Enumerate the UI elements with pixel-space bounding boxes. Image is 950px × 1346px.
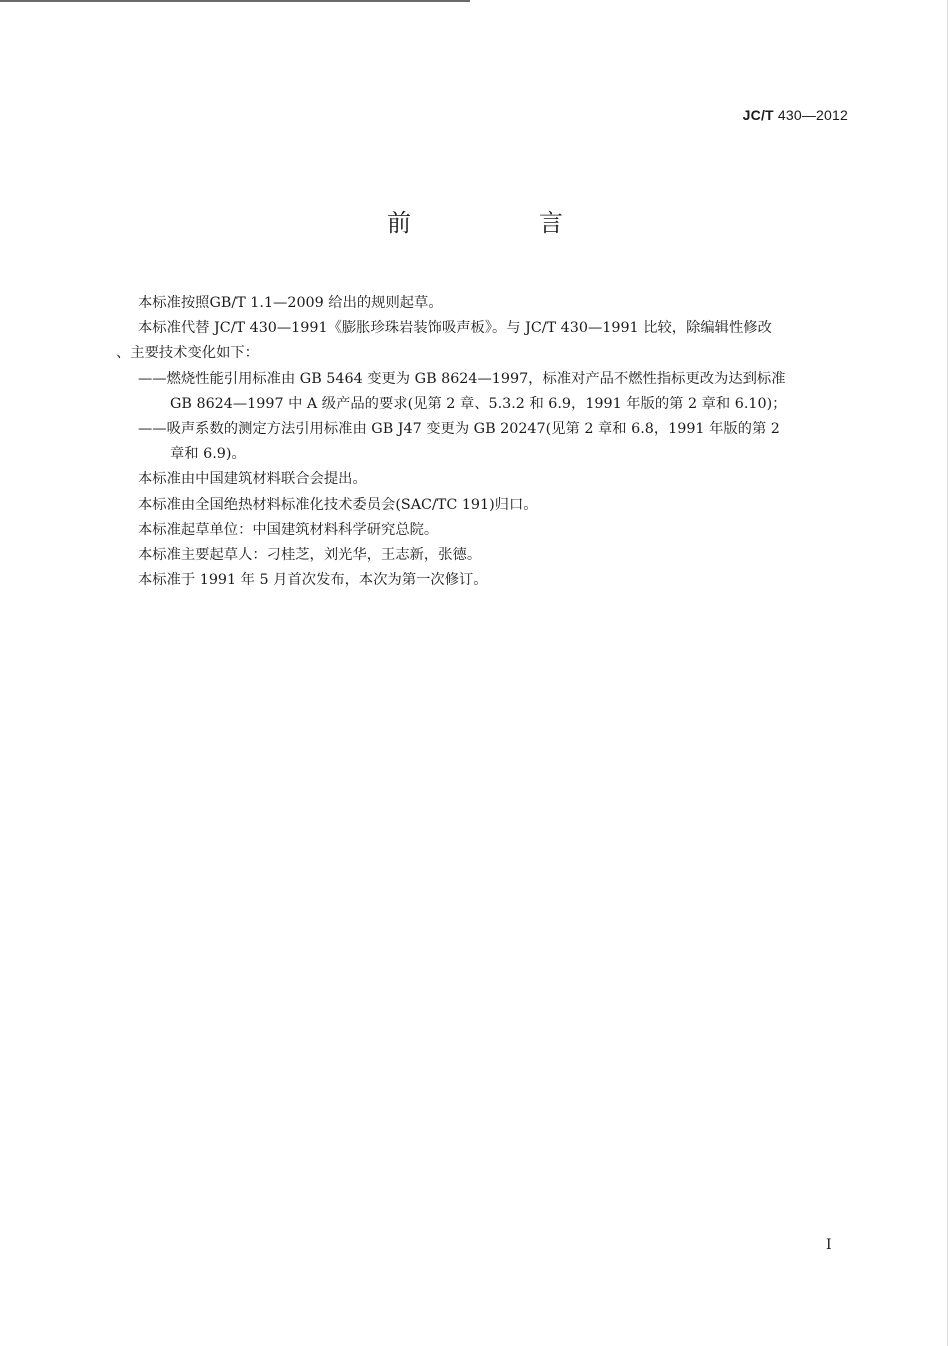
document-code-prefix: JC/T: [742, 107, 774, 123]
paragraph-drafting-unit: 本标准起草单位：中国建筑材料科学研究总院。: [138, 521, 439, 538]
foreword-body: [116, 291, 851, 593]
paragraph-drafters: 本标准主要起草人：刁桂芝，刘光华，王志新，张德。: [138, 546, 482, 563]
page-title: 前 言: [387, 209, 615, 237]
page-number: I: [826, 1237, 832, 1253]
scan-edge-top: [0, 0, 470, 2]
change-item-sound-absorption: ——吸声系数的测定方法引用标准由 GB J47 变更为 GB 20247(见第 2 章和 6.8，1991 年版的第 2: [138, 420, 780, 437]
paragraph-centralized-by: 本标准由全国绝热材料标准化技术委员会(SAC/TC 191)归口。: [138, 496, 538, 513]
paragraph-drafting-rules: 本标准按照GB/T 1.1—2009 给出的规则起草。: [138, 295, 443, 311]
change-item-sound-absorption-continued: 章和 6.9)。: [170, 446, 246, 463]
paragraph-proposed-by: 本标准由中国建筑材料联合会提出。: [138, 471, 367, 488]
paragraph-replacement-continued: 、主要技术变化如下：: [116, 345, 259, 362]
document-code: [743, 107, 848, 123]
scan-edge-right: [947, 0, 948, 1346]
change-item-combustion-continued: GB 8624—1997 中 A 级产品的要求(见第 2 章、5.3.2 和 6.9，1991 年版的第 2 章和 6.10)；: [170, 395, 787, 412]
document-code-number: 430—2012: [777, 107, 848, 123]
paragraph-history: 本标准于 1991 年 5 月首次发布，本次为第一次修订。: [138, 572, 488, 589]
change-item-combustion: ——燃烧性能引用标准由 GB 5464 变更为 GB 8624—1997，标准对产品不燃性指标更改为达到标准: [138, 370, 786, 387]
paragraph-replacement: 本标准代替 JC/T 430—1991《膨胀珍珠岩装饰吸声板》。与 JC/T 430—1991 比较，除编辑性修改: [138, 320, 772, 337]
